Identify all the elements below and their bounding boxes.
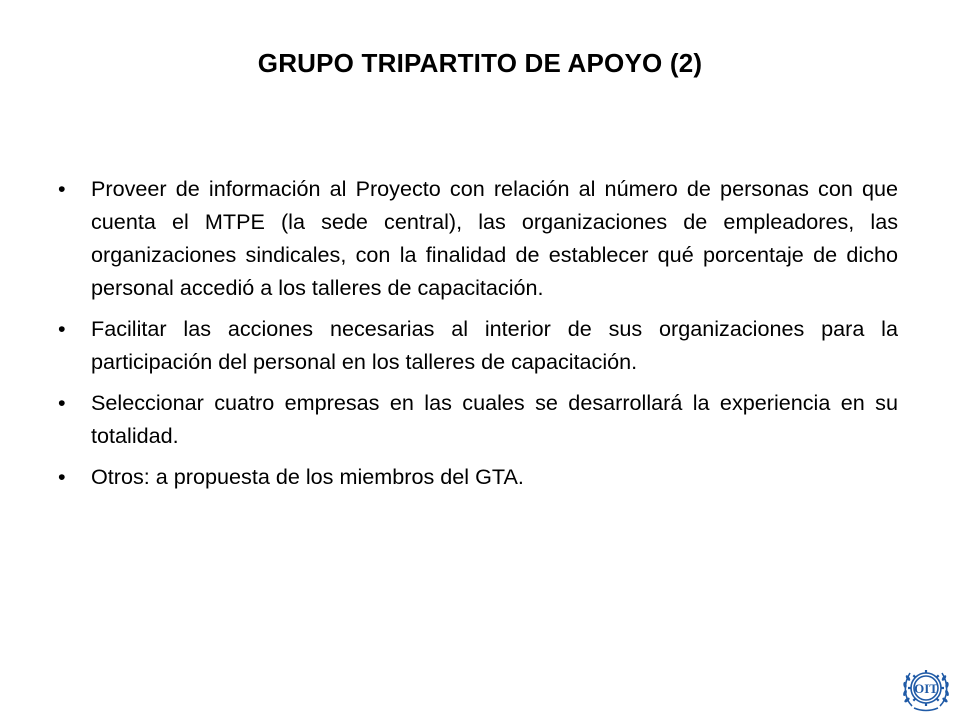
bullet-text: Seleccionar cuatro empresas en las cuales se desarrollará la experiencia en su totalidad. [91, 390, 898, 448]
bullet-text: Facilitar las acciones necesarias al interior de sus organizaciones para la participación del personal en los talleres de capacitación. [91, 316, 898, 374]
bullet-list [58, 172, 898, 501]
bullet-dot: • [58, 464, 66, 489]
bullet-dot: • [58, 316, 66, 341]
oit-logo-icon [898, 660, 954, 716]
bullet-item-1 [58, 172, 898, 304]
slide-title: GRUPO TRIPARTITO DE APOYO (2) [257, 48, 703, 78]
bullet-item-4 [58, 460, 898, 493]
bullet-item-2 [58, 312, 898, 378]
bullet-dot: • [58, 176, 66, 201]
bullet-text: Proveer de información al Proyecto con relación al número de personas con que cuenta el MTPE (la sede central), las organizaciones de empleadores, las organizaciones sindicales, con la finalidad de establecer qué porcentaje de dicho personal accedió a los talleres de capacitación. [91, 176, 898, 300]
oit-logo-text: OIT [914, 681, 938, 696]
bullet-dot: • [58, 390, 66, 415]
bullet-item-3 [58, 386, 898, 452]
bullet-text: Otros: a propuesta de los miembros del GTA. [91, 464, 524, 489]
